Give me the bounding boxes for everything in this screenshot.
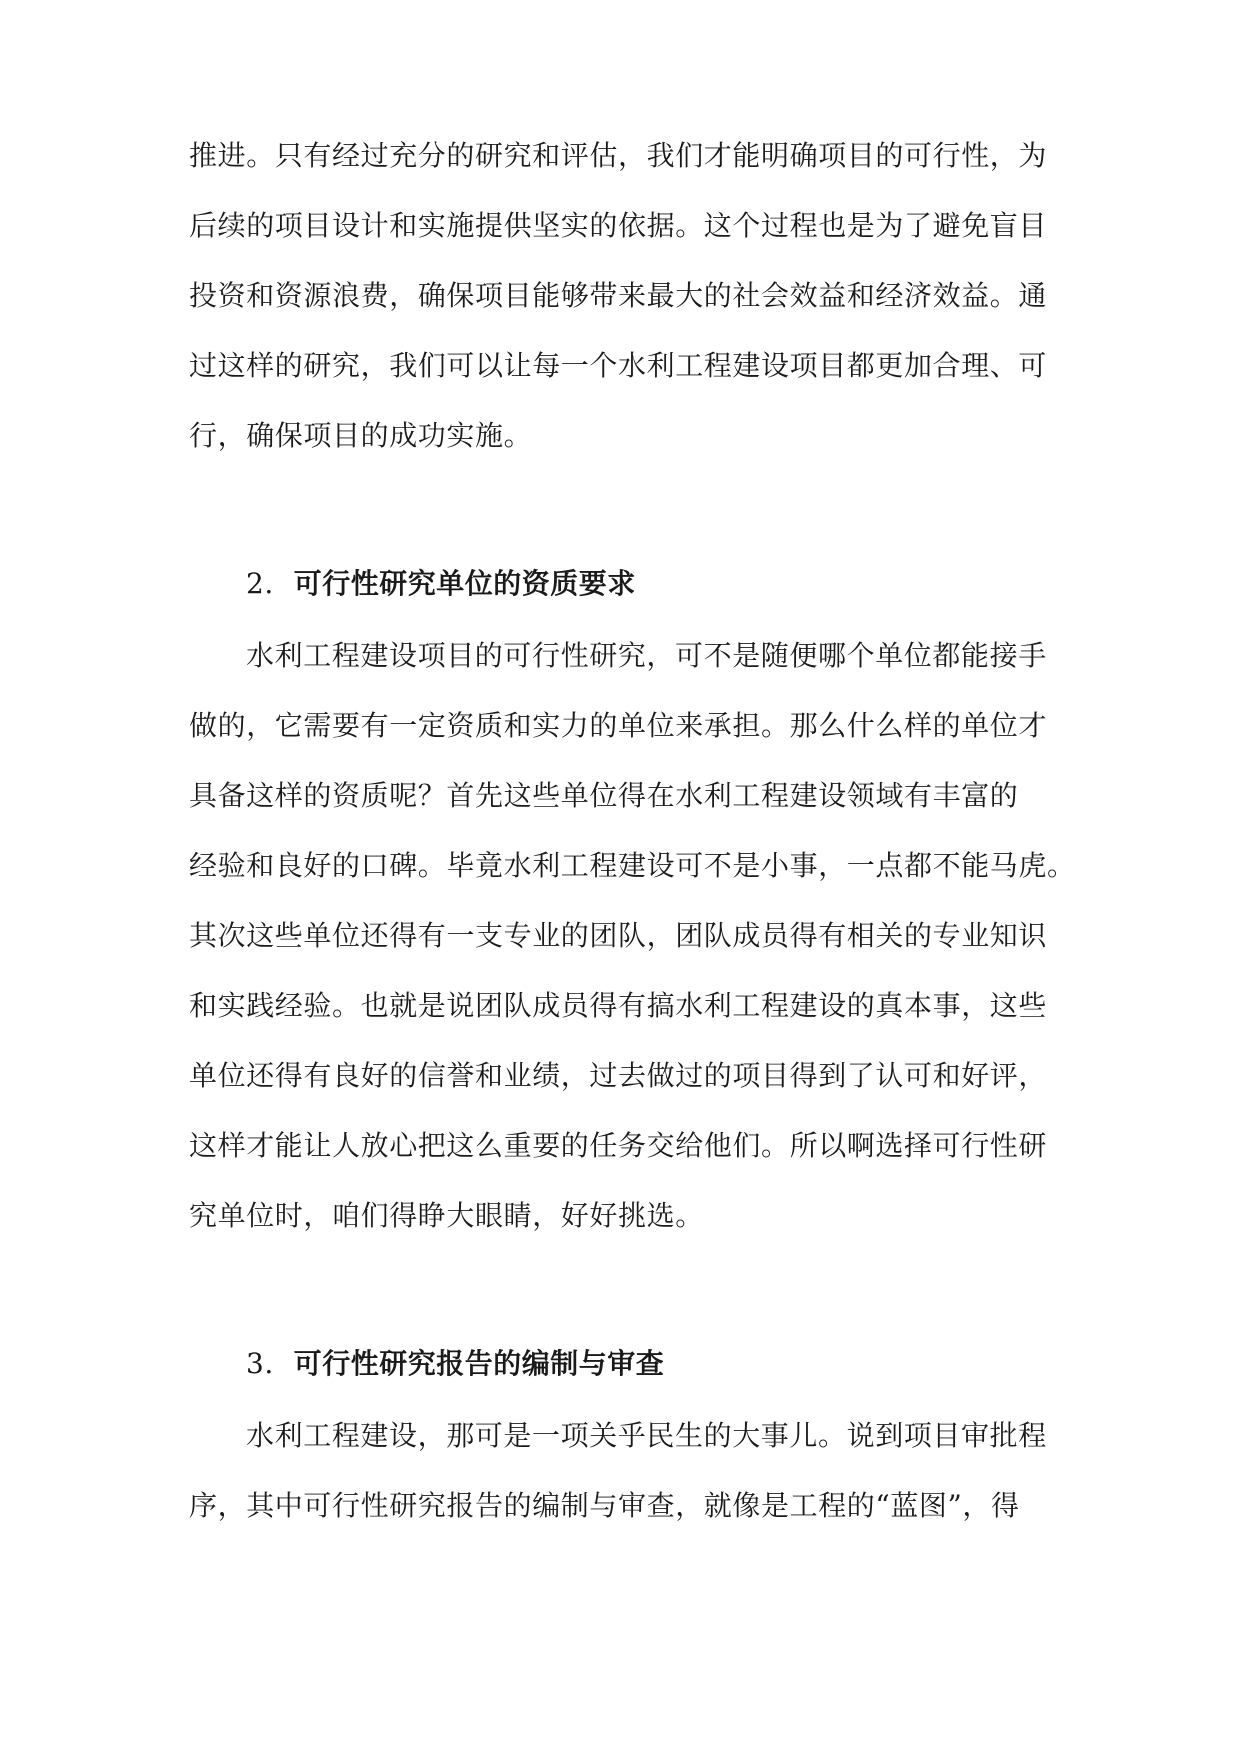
section-number: 2.	[246, 567, 274, 600]
section-title: 可行性研究报告的编制与审查	[293, 1347, 665, 1380]
paragraph-line: 具备这样的资质呢？首先这些单位得在水利工程建设领域有丰富的	[189, 779, 1019, 812]
paragraph-line: 做的，它需要有一定资质和实力的单位来承担。那么什么样的单位才	[189, 709, 1048, 742]
paragraph-line: 投资和资源浪费，确保项目能够带来最大的社会效益和经济效益。通	[189, 279, 1048, 312]
paragraph-line: 其次这些单位还得有一支专业的团队，团队成员得有相关的专业知识	[189, 919, 1048, 952]
paragraph-line: 行，确保项目的成功实施。	[189, 419, 533, 452]
paragraph-line: 水利工程建设项目的可行性研究，可不是随便哪个单位都能接手	[246, 639, 1047, 672]
paragraph-line: 后续的项目设计和实施提供坚实的依据。这个过程也是为了避免盲目	[189, 209, 1048, 242]
section-number: 3.	[246, 1347, 274, 1380]
paragraph-line: 这样才能让人放心把这么重要的任务交给他们。所以啊选择可行性研	[189, 1129, 1048, 1162]
paragraph-line: 水利工程建设，那可是一项关乎民生的大事儿。说到项目审批程	[246, 1419, 1047, 1452]
paragraph-line: 和实践经验。也就是说团队成员得有搞水利工程建设的真本事，这些	[189, 989, 1048, 1022]
paragraph-line: 推进。只有经过充分的研究和评估，我们才能明确项目的可行性，为	[189, 139, 1048, 172]
paragraph-line: 过这样的研究，我们可以让每一个水利工程建设项目都更加合理、可	[189, 349, 1048, 382]
section-heading-3	[246, 1344, 664, 1384]
paragraph-line: 序，其中可行性研究报告的编制与审查，就像是工程的“蓝图”，得	[189, 1489, 1020, 1522]
paragraph-line: 经验和良好的口碑。毕竟水利工程建设可不是小事，一点都不能马虎。	[189, 849, 1076, 882]
section-title: 可行性研究单位的资质要求	[293, 567, 636, 600]
paragraph-line: 究单位时，咱们得睁大眼睛，好好挑选。	[189, 1199, 704, 1232]
paragraph-line: 单位还得有良好的信誉和业绩，过去做过的项目得到了认可和好评，	[189, 1059, 1048, 1092]
section-heading-2	[246, 564, 636, 604]
